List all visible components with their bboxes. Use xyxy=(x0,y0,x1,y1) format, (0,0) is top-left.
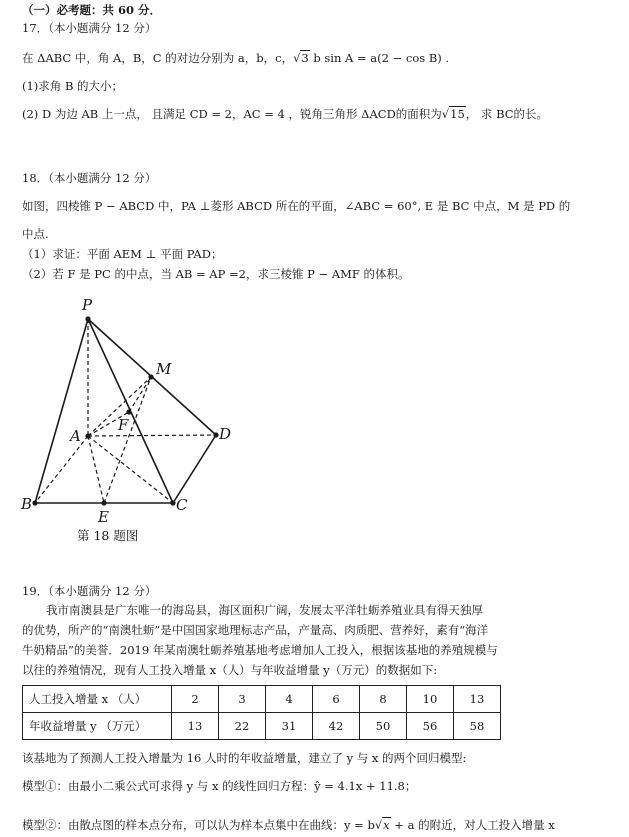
q17-stem-text-b: b sin A = a(2 − cos B) . xyxy=(313,51,450,65)
q19-para-5: 该基地为了预测人工投入增量为 16 人时的年收益增量，建立了 y 与 x 的两个回归模型: xyxy=(22,751,467,765)
q18-header: 18．（本小题满分 12 分） xyxy=(22,171,157,185)
figure-caption: 第 18 题图 xyxy=(77,528,139,543)
q18-stem-a: 如图，四棱锥 P − ABCD 中，PA ⊥菱形 ABCD 所在的平面，∠ABC = 60°, E 是 BC 中点，M 是 PD 的 xyxy=(22,199,571,213)
edge-ac xyxy=(88,436,173,503)
table-cell: 4 xyxy=(266,686,313,713)
q19-model-2-text-a: 模型②：由散点图的样本点分布，可以认为样本点集中在曲线：y = b xyxy=(22,818,375,832)
q19-para-3: 牛奶精品”的美誉．2019 年某南澳牡蛎养殖基地考虑增加人工投入，根据该基地的养殖规模与 xyxy=(22,643,498,657)
table-cell: 8 xyxy=(360,686,407,713)
point-m xyxy=(148,374,153,379)
point-a xyxy=(85,433,90,438)
table-cell: 6 xyxy=(313,686,360,713)
table-cell: 2 xyxy=(172,686,219,713)
point-e xyxy=(101,500,106,505)
edge-cd xyxy=(173,435,216,503)
table-row xyxy=(23,713,501,740)
section-header: （一）必考题：共 60 分． xyxy=(22,3,162,17)
point-b xyxy=(32,500,37,505)
q17-header: 17．（本小题满分 12 分） xyxy=(22,21,157,35)
label-e: E xyxy=(98,508,109,526)
table-cell: 22 xyxy=(219,713,266,740)
point-p xyxy=(85,316,90,321)
pyramid-figure xyxy=(20,292,250,527)
table-cell: 13 xyxy=(454,686,501,713)
table-cell: 50 xyxy=(360,713,407,740)
label-b: B xyxy=(21,495,33,513)
table-cell: 10 xyxy=(407,686,454,713)
label-p: P xyxy=(82,296,93,314)
q19-para-4: 以往的养殖情况，现有人工投入增量 x（人）与年收益增量 y（万元）的数据如下: xyxy=(22,663,438,677)
table-row-header-x: 人工投入增量 x （人） xyxy=(23,686,172,713)
q18-stem-b: 中点. xyxy=(22,227,49,241)
q19-model-1: 模型①：由最小二乘公式可求得 y 与 x 的线性回归方程：ŷ = 4.1x + 11.8； xyxy=(22,779,417,793)
table-cell: 3 xyxy=(219,686,266,713)
table-row xyxy=(23,686,501,713)
q17-sqrt15: √15 xyxy=(441,107,465,121)
table-cell: 42 xyxy=(313,713,360,740)
edge-ab xyxy=(35,436,88,503)
point-c xyxy=(170,500,175,505)
point-d xyxy=(213,432,218,437)
q19-para-2: 的优势，所产的“南澳牡蛎”是中国国家地理标志产品，产量高、肉质肥、营养好，素有“海洋 xyxy=(22,623,489,637)
q19-model-2-sqrt: √x xyxy=(374,818,390,832)
table-cell: 58 xyxy=(454,713,501,740)
label-c: C xyxy=(176,496,188,514)
q18-part1: （1）求证：平面 AEM ⊥ 平面 PAD； xyxy=(22,247,223,261)
q17-stem xyxy=(22,50,449,66)
data-table xyxy=(22,685,501,740)
q17-part2-text-a: (2) D 为边 AB 上一点， 且满足 CD = 2，AC = 4 ，锐角三角形 ΔACD的面积为 xyxy=(22,107,442,121)
table-cell: 31 xyxy=(266,713,313,740)
q19-header: 19．（本小题满分 12 分） xyxy=(22,584,157,598)
q18-part2: （2）若 F 是 PC 的中点，当 AB = AP =2，求三棱锥 P − AMF 的体积。 xyxy=(22,267,410,281)
q19-model-2 xyxy=(22,817,555,833)
q17-sqrt3: √3 xyxy=(293,51,309,65)
edge-ad xyxy=(88,435,216,436)
label-d: D xyxy=(219,425,232,443)
edge-pb xyxy=(35,319,88,503)
table-row-header-y: 年收益增量 y （万元） xyxy=(23,713,172,740)
q17-part2-text-b: ， 求 BC的长。 xyxy=(465,107,549,121)
q19-para-1: 我市南澳县是广东唯一的海岛县，海区面积广阔，发展太平洋牡蛎养殖业具有得天独厚 xyxy=(46,603,483,617)
table-cell: 13 xyxy=(172,713,219,740)
point-f xyxy=(126,409,131,414)
label-m: M xyxy=(156,360,172,378)
q17-stem-text-a: 在 ΔABC 中，角 A，B，C 的对边分别为 a，b，c， xyxy=(22,51,294,65)
table-cell: 56 xyxy=(407,713,454,740)
q17-part2 xyxy=(22,106,548,122)
label-a: A xyxy=(70,427,81,445)
q19-model-2-text-b: + a 的附近，对人工投入增量 x xyxy=(394,818,555,832)
label-f: F xyxy=(118,416,129,434)
edge-fm xyxy=(129,377,151,412)
q17-part1: (1)求角 B 的大小； xyxy=(22,79,124,93)
